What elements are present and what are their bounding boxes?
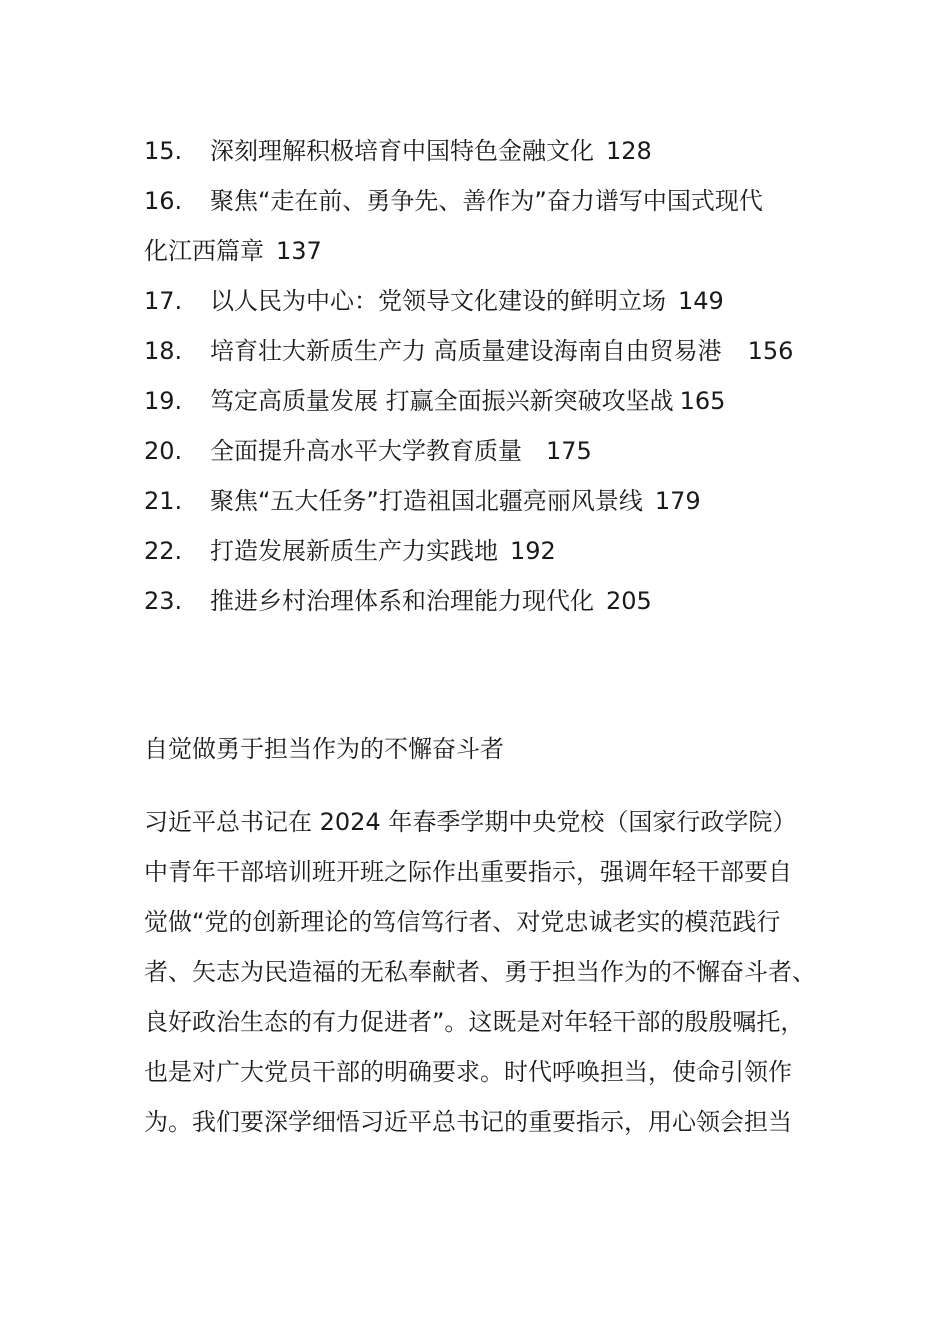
- toc-item-title: 以人民为中心：党领导文化建设的鲜明立场: [210, 287, 666, 315]
- toc-item-page: 165: [679, 387, 726, 415]
- toc-item-number: 21.: [144, 487, 183, 515]
- toc-item[interactable]: [144, 126, 824, 176]
- toc-item-title-continued: 化江西篇章: [144, 237, 264, 265]
- toc-item-page: 205: [606, 587, 652, 615]
- toc-item[interactable]: [144, 576, 824, 626]
- toc-item-page: 149: [678, 287, 724, 315]
- toc-item-page: 156: [747, 337, 794, 365]
- toc-item[interactable]: [144, 526, 824, 576]
- toc-item-number: 22.: [144, 537, 183, 565]
- toc-item[interactable]: [144, 376, 824, 426]
- toc-item-number: 19.: [144, 387, 183, 415]
- toc-item[interactable]: [144, 176, 824, 226]
- toc-item-number: 18.: [144, 337, 183, 365]
- toc-item-number: 16.: [144, 187, 183, 215]
- article-body: [144, 797, 816, 1147]
- toc-item-title: 培育壮大新质生产力 高质量建设海南自由贸易港: [210, 337, 722, 365]
- toc-item-page: 137: [276, 237, 322, 265]
- toc-item-page: 179: [654, 487, 701, 515]
- body-line: 良好政治生态的有力促进者”。这既是对年轻干部的殷殷嘱托，: [144, 1008, 805, 1036]
- body-line: 为。我们要深学细悟习近平总书记的重要指示，用心领会担当: [144, 1108, 792, 1136]
- table-of-contents: [144, 126, 824, 626]
- toc-item[interactable]: [144, 476, 824, 526]
- toc-item-number: 17.: [144, 287, 183, 315]
- toc-item-title: 笃定高质量发展 打赢全面振兴新突破攻坚战: [210, 387, 674, 415]
- toc-item-title: 深刻理解积极培育中国特色金融文化: [210, 137, 594, 165]
- toc-item-page: 128: [606, 137, 652, 165]
- article-title: 自觉做勇于担当作为的不懈奋斗者: [144, 735, 504, 763]
- toc-item[interactable]: [144, 326, 824, 376]
- toc-item-number: 20.: [144, 437, 183, 465]
- toc-item-number: 23.: [144, 587, 183, 615]
- toc-item-title: 聚焦“五大任务”打造祖国北疆亮丽风景线: [210, 487, 643, 515]
- toc-item-title: 聚焦“走在前、勇争先、善作为”奋力谱写中国式现代: [210, 187, 763, 215]
- toc-item-title: 推进乡村治理体系和治理能力现代化: [210, 587, 594, 615]
- body-line: 中青年干部培训班开班之际作出重要指示，强调年轻干部要自: [144, 858, 792, 886]
- toc-item[interactable]: [144, 426, 824, 476]
- body-line: 觉做“党的创新理论的笃信笃行者、对党忠诚老实的模范践行: [144, 908, 781, 936]
- toc-item[interactable]: [144, 276, 824, 326]
- body-line: 也是对广大党员干部的明确要求。时代呼唤担当，使命引领作: [144, 1058, 792, 1086]
- toc-item-number: 15.: [144, 137, 183, 165]
- body-line: 者、矢志为民造福的无私奉献者、勇于担当作为的不懈奋斗者、: [144, 958, 816, 986]
- toc-item-continuation[interactable]: [144, 226, 824, 276]
- toc-item-page: 192: [510, 537, 556, 565]
- toc-item-title: 打造发展新质生产力实践地: [210, 537, 498, 565]
- body-line: 习近平总书记在 2024 年春季学期中央党校（国家行政学院）: [144, 808, 797, 836]
- toc-item-title: 全面提升高水平大学教育质量: [210, 437, 522, 465]
- toc-item-page: 175: [546, 437, 592, 465]
